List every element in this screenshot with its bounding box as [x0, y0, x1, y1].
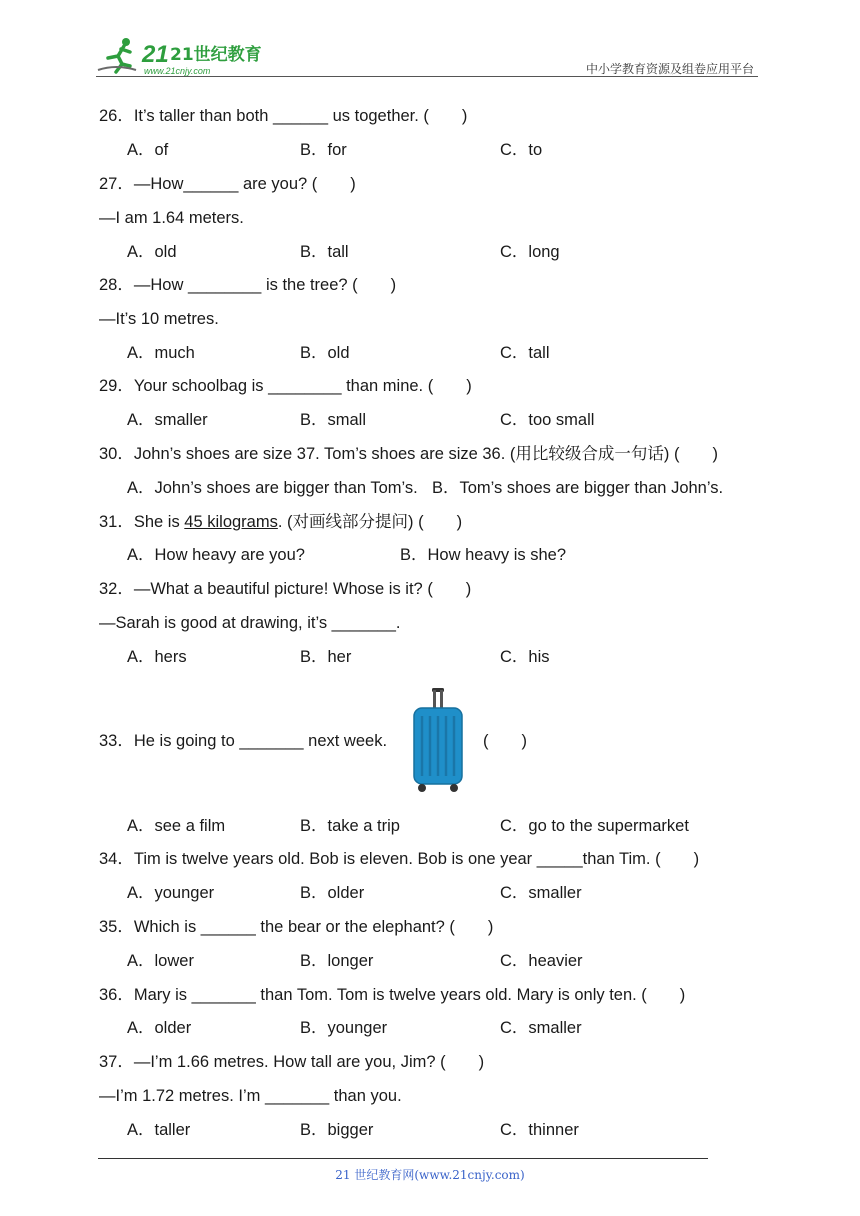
question-26: 26．It’s taller than both ______ us together. ( ) [99, 107, 468, 125]
q29-option-b: B．small [300, 411, 367, 429]
q29-option-c: C．too small [500, 411, 595, 429]
q31-underlined-part: 45 kilograms [184, 513, 278, 531]
header-tagline: 中小学教育资源及组卷应用平台 [585, 62, 754, 76]
q36-option-c: C．smaller [500, 1019, 582, 1037]
q35-option-c: C．heavier [500, 952, 583, 970]
question-29: 29．Your schoolbag is ________ than mine. ( ) [99, 377, 472, 395]
q26-option-a: A．of [127, 141, 169, 159]
q34-option-c: C．smaller [500, 884, 582, 902]
q30-option-b: B．Tom’s shoes are bigger than John’s. [432, 479, 724, 497]
svg-text:www.21cnjy.com: www.21cnjy.com [144, 66, 211, 76]
q34-option-a: A．younger [127, 884, 215, 902]
q30-option-a: A．John’s shoes are bigger than Tom’s. [127, 479, 418, 497]
svg-text:21: 21 [142, 41, 169, 68]
question-31 [99, 512, 462, 532]
question-37: 37．—I’m 1.66 metres. How tall are you, Jim? ( ) [99, 1053, 485, 1071]
question-33: 33．He is going to _______ next week. [99, 732, 388, 750]
question-28: 28．—How ________ is the tree? ( ) [99, 276, 397, 294]
question-36: 36．Mary is _______ than Tom. Tom is twelve years old. Mary is only ten. ( ) [99, 986, 686, 1004]
q26-option-c: C．to [500, 141, 543, 159]
q28-option-b: B．old [300, 344, 350, 362]
footer-divider [98, 1158, 708, 1159]
q31-option-a: A．How heavy are you? [127, 546, 305, 564]
q29-option-a: A．smaller [127, 411, 208, 429]
site-logo [96, 34, 266, 78]
question-30: 30．John’s shoes are size 37. Tom’s shoes are size 36. (用比较级合成一句话) ( ) [99, 445, 718, 463]
suitcase-image [410, 686, 466, 794]
q33-option-a: A．see a film [127, 817, 226, 835]
q28-option-c: C．tall [500, 344, 550, 362]
q31-stem-pre: 31．She is [99, 513, 185, 531]
question-32: 32．—What a beautiful picture! Whose is it? ( ) [99, 580, 472, 598]
q27-option-a: A．old [127, 243, 177, 261]
footer-link[interactable]: 21 世纪教育网(www.21cnjy.com) [335, 1168, 525, 1182]
q37-option-c: C．thinner [500, 1121, 579, 1139]
q35-option-a: A．lower [127, 952, 194, 970]
q32-option-c: C．his [500, 648, 550, 666]
q27-reply: —I am 1.64 meters. [99, 209, 244, 227]
question-27: 27．—How______ are you? ( ) [99, 175, 356, 193]
q28-reply: —It’s 10 metres. [99, 310, 219, 328]
q37-option-a: A．taller [127, 1121, 191, 1139]
q33-option-b: B．take a trip [300, 817, 400, 835]
q35-option-b: B．longer [300, 952, 374, 970]
q36-option-a: A．older [127, 1019, 192, 1037]
q27-option-b: B．tall [300, 243, 349, 261]
q37-reply: —I’m 1.72 metres. I’m _______ than you. [99, 1087, 402, 1105]
q32-reply: —Sarah is good at drawing, it’s _______. [99, 614, 401, 632]
page-header [96, 30, 758, 78]
question-35: 35．Which is ______ the bear or the elephant? ( ) [99, 918, 494, 936]
q32-option-a: A．hers [127, 648, 187, 666]
q34-option-b: B．older [300, 884, 365, 902]
q36-option-b: B．younger [300, 1019, 388, 1037]
q32-option-b: B．her [300, 648, 352, 666]
q28-option-a: A．much [127, 344, 195, 362]
q26-option-b: B．for [300, 141, 347, 159]
q33-option-c: C．go to the supermarket [500, 817, 689, 835]
svg-text:21世纪教育: 21世纪教育 [170, 45, 262, 65]
q33-answer-paren: ( ) [483, 732, 527, 750]
q31-option-b: B．How heavy is she? [400, 546, 566, 564]
q31-stem-post: . (对画线部分提问) ( ) [277, 513, 463, 531]
question-34: 34．Tim is twelve years old. Bob is eleven. Bob is one year _____than Tim. ( ) [99, 850, 700, 868]
q37-option-b: B．bigger [300, 1121, 374, 1139]
header-divider [96, 76, 758, 77]
q27-option-c: C．long [500, 243, 560, 261]
